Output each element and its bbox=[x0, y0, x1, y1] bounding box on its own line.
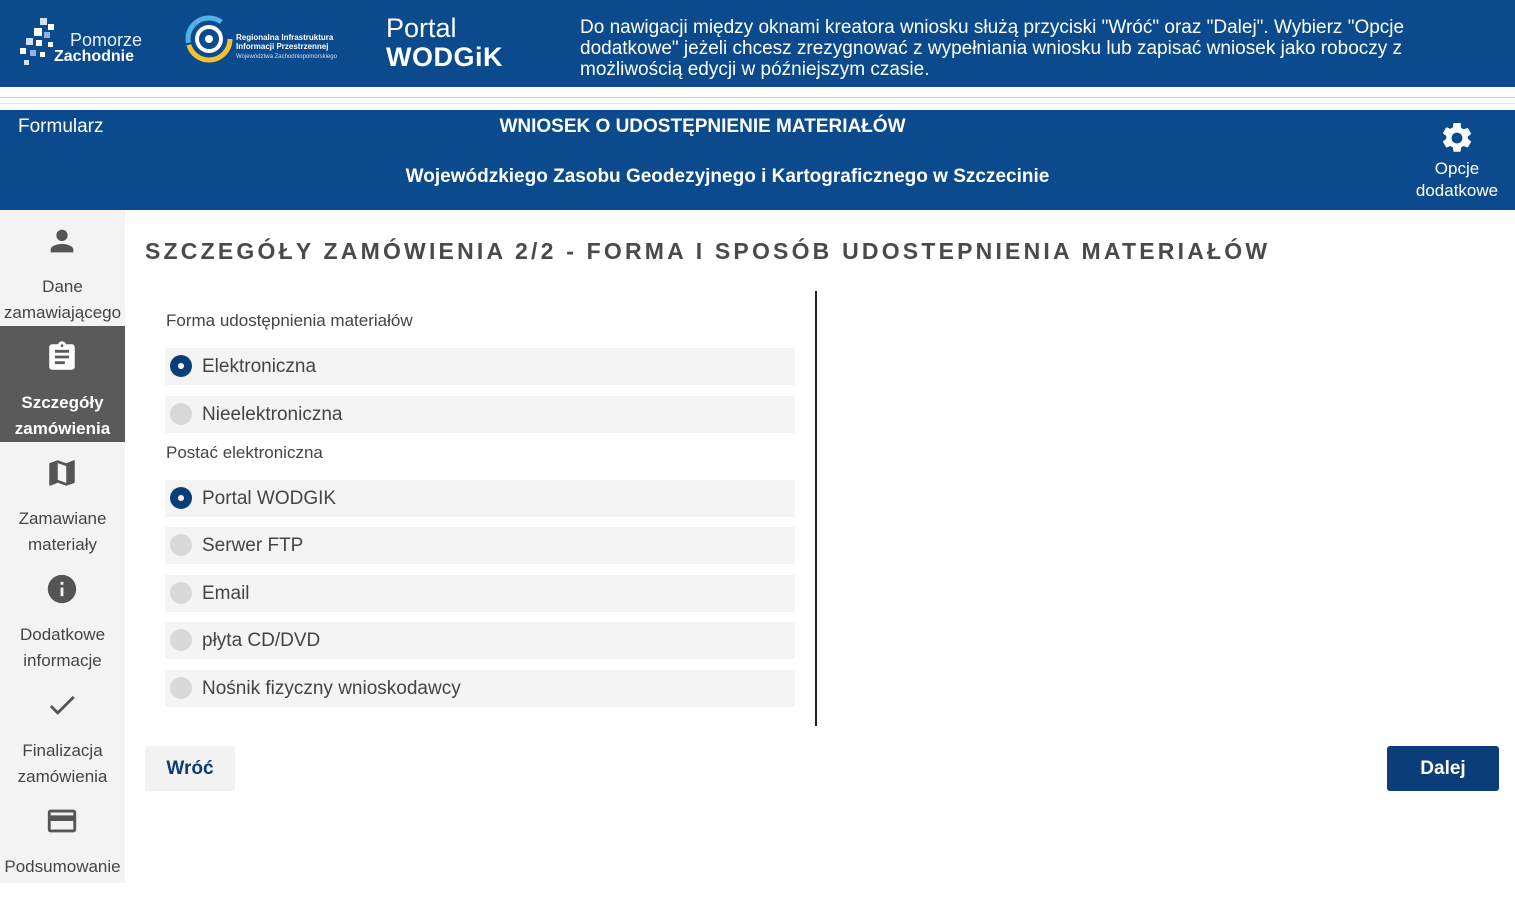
logo-text-pomorze: Pomorze bbox=[70, 30, 143, 50]
step-dane-zamawiajacego[interactable] bbox=[0, 210, 125, 326]
wizard-steps-sidebar bbox=[0, 210, 125, 883]
step-dodatkowe-informacje[interactable] bbox=[0, 558, 125, 674]
additional-options-label: Opcje dodatkowe bbox=[1415, 159, 1499, 200]
map-icon bbox=[45, 456, 79, 490]
step-label: Podsumowanie bbox=[4, 857, 121, 876]
radio-portal-wodgik[interactable] bbox=[165, 480, 795, 517]
radio-nosnik-fizyczny[interactable] bbox=[165, 670, 795, 707]
riip-logo[interactable] bbox=[184, 12, 344, 70]
riip-logo-title: Regionalna Infrastruktura Informacji Przestrzennej bbox=[236, 33, 334, 51]
next-button[interactable]: Dalej bbox=[1387, 746, 1499, 791]
step-label: Dane zamawiającego bbox=[3, 277, 122, 322]
radio-nieelektroniczna[interactable] bbox=[165, 396, 795, 433]
step-label: Dodatkowe informacje bbox=[19, 625, 106, 670]
form-label: Formularz bbox=[18, 116, 104, 137]
radio-unchecked-icon bbox=[170, 582, 192, 604]
navigation-hint: Do nawigacji między oknami kreatora wniosku służą przyciski "Wróć" oraz "Dalej". Wybierz "Opcje dodatkowe" jeżeli chcesz zrezygnować z wypełniania wniosku lub zapisać wniosek jako roboczy z możliwością edycji w późniejszym czasie. bbox=[580, 17, 1405, 80]
radio-unchecked-icon bbox=[170, 629, 192, 651]
radio-label: Email bbox=[202, 583, 250, 604]
portal-logo-line1: Portal bbox=[386, 13, 457, 43]
radio-unchecked-icon bbox=[170, 403, 192, 425]
back-button[interactable]: Wróć bbox=[145, 746, 235, 791]
info-icon bbox=[45, 572, 79, 606]
radio-plyta-cd-dvd[interactable] bbox=[165, 622, 795, 659]
vertical-divider bbox=[815, 291, 817, 726]
step-label: Szczegóły zamówienia bbox=[14, 393, 111, 438]
form-header bbox=[0, 110, 1515, 210]
clipboard-icon bbox=[45, 340, 79, 374]
gear-icon bbox=[1439, 120, 1475, 156]
radio-label: Elektroniczna bbox=[202, 356, 317, 377]
portal-wodgik-logo[interactable] bbox=[386, 14, 503, 71]
radio-label: Serwer FTP bbox=[202, 535, 304, 556]
additional-options-button[interactable] bbox=[1399, 110, 1515, 210]
form-type-label: Forma udostępnienia materiałów bbox=[166, 311, 413, 330]
radio-elektroniczna[interactable] bbox=[165, 348, 795, 385]
logo-text-zachodnie: Zachodnie bbox=[54, 48, 135, 65]
radio-label: Nieelektroniczna bbox=[202, 404, 343, 425]
radio-unchecked-icon bbox=[170, 534, 192, 556]
radio-label: Nośnik fizyczny wnioskodawcy bbox=[202, 678, 461, 699]
step-label: Zamawiane materiały bbox=[18, 509, 107, 554]
step-label: Finalizacja zamówienia bbox=[17, 741, 108, 786]
pomorze-zachodnie-logo[interactable] bbox=[18, 12, 148, 70]
check-icon bbox=[45, 688, 79, 722]
radio-serwer-ftp[interactable] bbox=[165, 527, 795, 564]
riip-ring-icon bbox=[184, 14, 234, 64]
portal-logo-line2: WODGiK bbox=[386, 42, 503, 72]
step-finalizacja-zamowienia[interactable] bbox=[0, 674, 125, 790]
radio-label: Portal WODGIK bbox=[202, 488, 337, 509]
step-szczegoly-zamowienia[interactable] bbox=[0, 326, 125, 442]
step-podsumowanie[interactable] bbox=[0, 790, 125, 906]
electronic-form-label: Postać elektroniczna bbox=[166, 443, 323, 462]
radio-unchecked-icon bbox=[170, 677, 192, 699]
radio-label: płyta CD/DVD bbox=[202, 630, 321, 651]
page-title: SZCZEGÓŁY ZAMÓWIENIA 2/2 - FORMA I SPOSÓB UDOSTEPNIENIA MATERIAŁÓW bbox=[145, 238, 1271, 264]
radio-email[interactable] bbox=[165, 575, 795, 612]
form-subtitle: Wojewódzkiego Zasobu Geodezyjnego i Kartograficznego w Szczecinie bbox=[405, 166, 1050, 187]
person-icon bbox=[45, 224, 79, 258]
riip-logo-subtitle: Województwa Zachodniopomorskiego bbox=[236, 54, 337, 60]
divider bbox=[0, 97, 1515, 98]
credit-card-icon bbox=[45, 804, 79, 838]
form-title: WNIOSEK O UDOSTĘPNIENIE MATERIAŁÓW bbox=[499, 116, 906, 137]
divider bbox=[0, 103, 1515, 104]
step-zamawiane-materialy[interactable] bbox=[0, 442, 125, 558]
radio-checked-icon bbox=[170, 355, 192, 377]
top-banner bbox=[0, 0, 1515, 87]
radio-checked-icon bbox=[170, 487, 192, 509]
